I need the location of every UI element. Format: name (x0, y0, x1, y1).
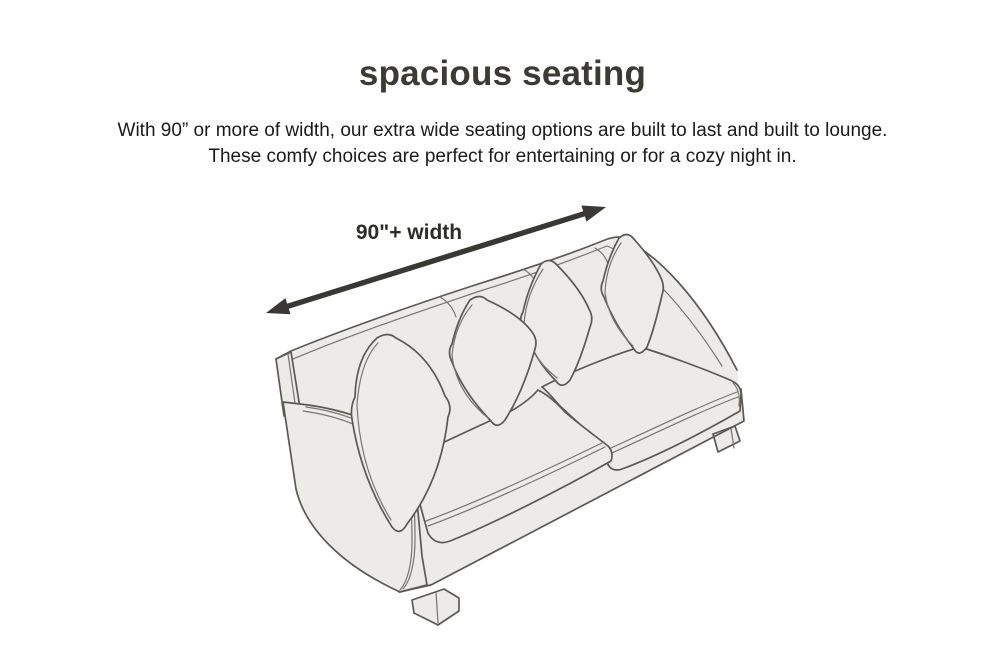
width-arrow-head-right (581, 206, 606, 222)
width-dimension-label: 90"+ width (355, 221, 463, 244)
front-foot (412, 589, 459, 625)
page-title: spacious seating (358, 54, 647, 93)
description-line-2: These comfy choices are perfect for entertaining or for a cozy night in. (208, 146, 797, 167)
description-line-1: With 90” or more of width, our extra wide seating options are built to last and built to lounge. (117, 120, 888, 141)
width-arrow-head-left (266, 298, 291, 314)
